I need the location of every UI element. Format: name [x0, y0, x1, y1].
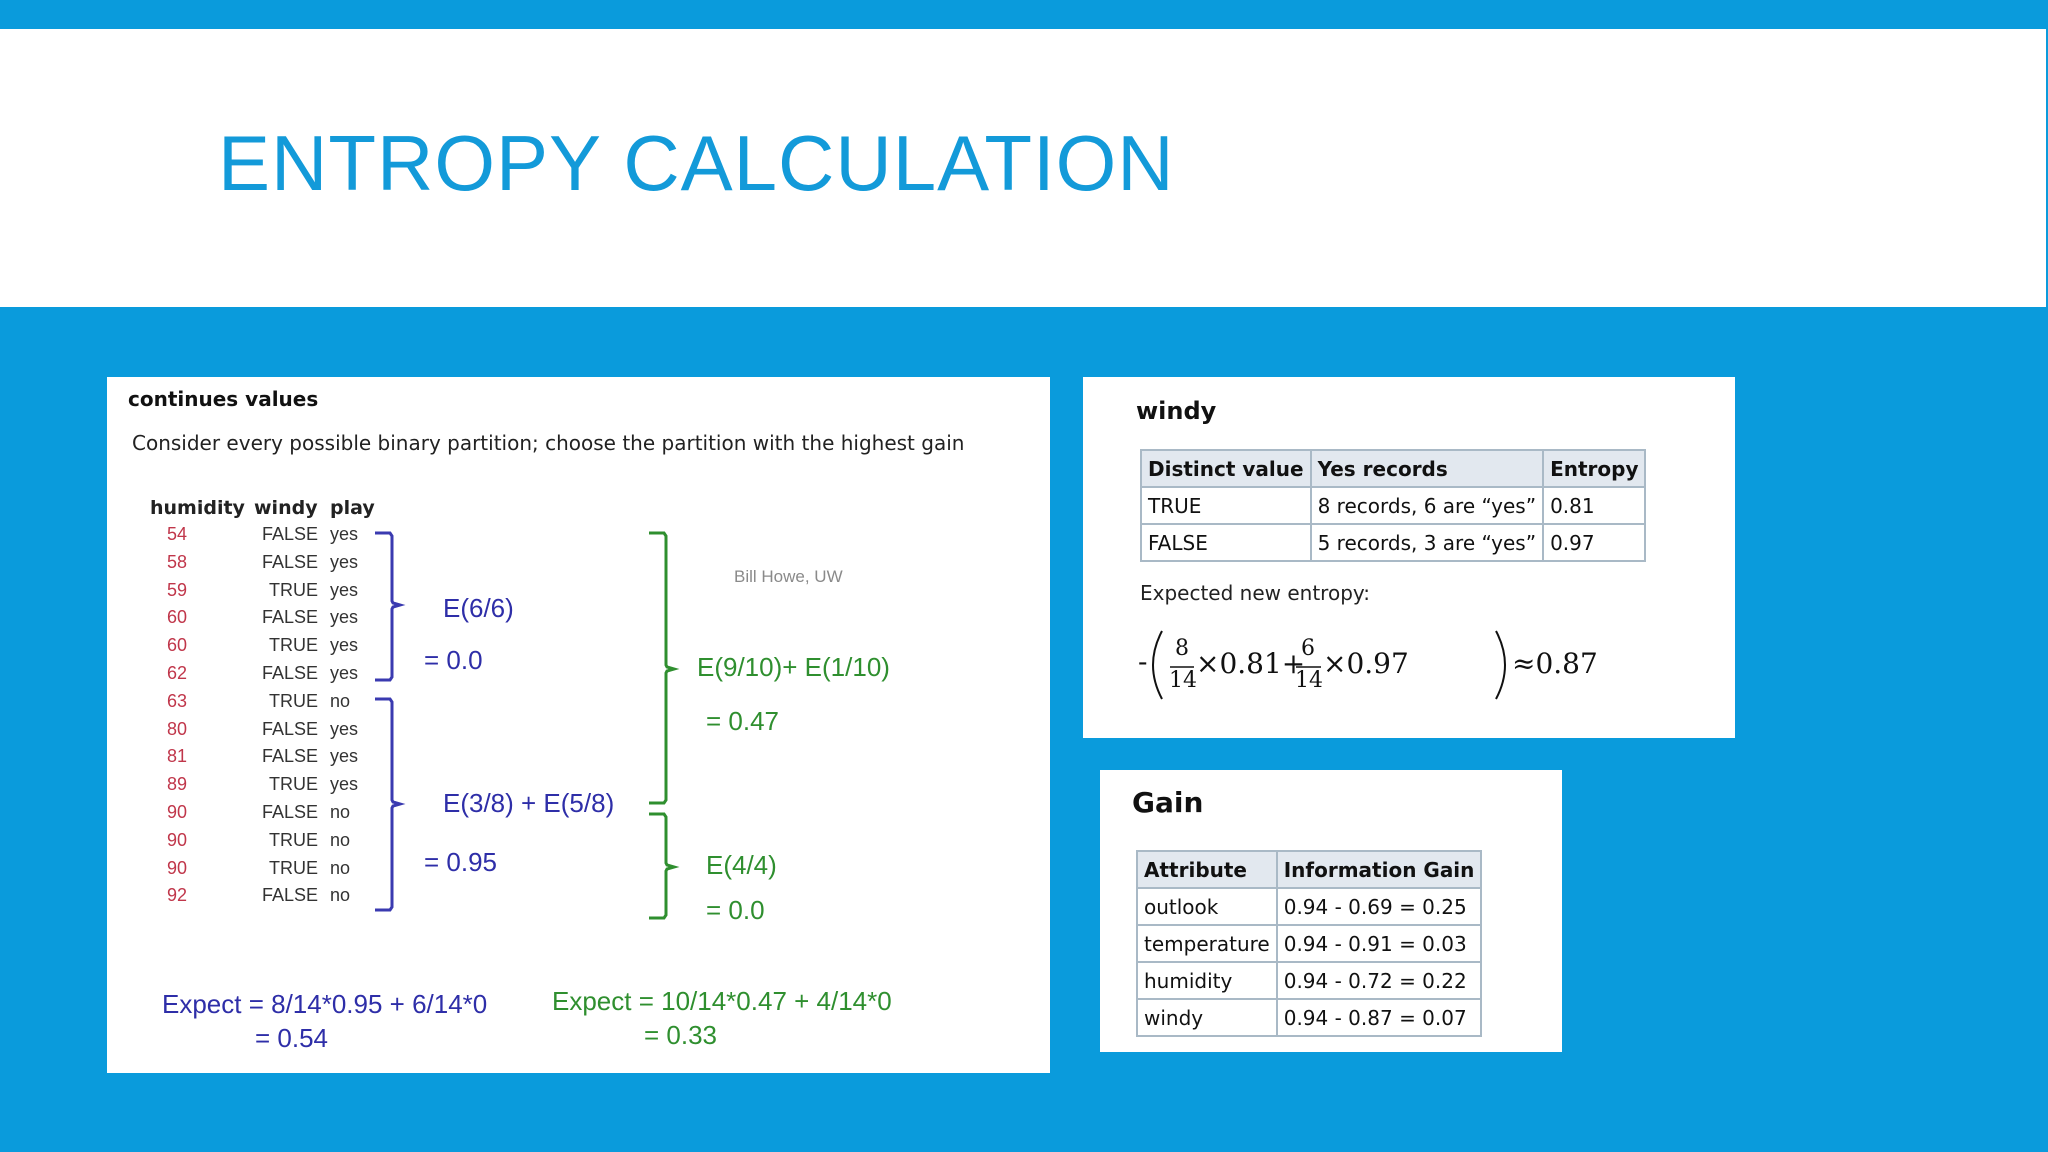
- humidity-value: 58: [166, 551, 188, 572]
- panel-description: Consider every possible binary partition; choose the partition with the highest gain: [132, 431, 965, 455]
- column-header-humidity: humidity: [150, 497, 245, 519]
- windy-value: TRUE: [269, 579, 318, 600]
- play-value: yes: [330, 524, 359, 544]
- humidity-value: 90: [166, 802, 188, 822]
- column-header: Entropy: [1543, 450, 1645, 487]
- table-row: [1137, 888, 1481, 925]
- windy-value: FALSE: [261, 802, 318, 822]
- humidity-value: 62: [166, 663, 188, 683]
- play-value: no: [330, 829, 351, 850]
- table-cell: 0.97: [1543, 524, 1645, 561]
- green-bracket-top: [649, 533, 674, 803]
- humidity-value: 92: [166, 885, 188, 906]
- partition-brackets: [107, 377, 1050, 1073]
- formula-result: ≈0.87: [1512, 647, 1598, 680]
- gain-heading: Gain: [1132, 786, 1204, 819]
- humidity-value: 90: [166, 857, 188, 878]
- humidity-value: 80: [166, 718, 188, 739]
- play-value: yes: [330, 718, 359, 739]
- blue-bracket-bottom: [375, 699, 400, 910]
- windy-value: TRUE: [269, 829, 318, 850]
- green-entropy-bottom-value: = 0.0: [706, 895, 765, 925]
- play-value: yes: [330, 551, 359, 572]
- table-cell: 0.94 - 0.69 = 0.25: [1277, 888, 1482, 925]
- entropy-first-value: = 0.0: [424, 645, 483, 675]
- expected-entropy-formula: [1138, 625, 1598, 705]
- table-cell: 0.94 - 0.87 = 0.07: [1277, 999, 1482, 1036]
- play-value: no: [330, 857, 351, 878]
- windy-table: [1140, 449, 1646, 562]
- green-entropy-top-value: = 0.47: [706, 706, 780, 736]
- entropy-first-partition: E(6/6): [443, 593, 514, 623]
- play-value: no: [330, 802, 351, 822]
- fraction-1-denominator: 14: [1169, 668, 1197, 693]
- table-cell: 0.94 - 0.72 = 0.22: [1277, 962, 1482, 999]
- humidity-value: 60: [166, 607, 188, 628]
- table-row: [1141, 524, 1645, 561]
- windy-value: FALSE: [261, 607, 318, 628]
- windy-value: FALSE: [261, 746, 318, 767]
- column-header: Distinct value: [1141, 450, 1311, 487]
- column-header: Attribute: [1137, 851, 1277, 888]
- play-value: yes: [330, 579, 359, 600]
- blue-expectation: Expect = 8/14*0.95 + 6/14*0: [162, 989, 488, 1019]
- play-value: no: [330, 690, 351, 711]
- blue-expectation-result: = 0.54: [255, 1023, 329, 1053]
- windy-value: TRUE: [269, 857, 318, 878]
- green-bracket-bottom: [649, 814, 674, 918]
- table-cell: windy: [1137, 999, 1277, 1036]
- credit-label: Bill Howe, UW: [734, 567, 843, 586]
- table-cell: 0.94 - 0.91 = 0.03: [1277, 925, 1482, 962]
- table-cell: FALSE: [1141, 524, 1311, 561]
- table-row: [1141, 487, 1645, 524]
- play-value: no: [330, 885, 351, 906]
- green-expectation-result: = 0.33: [644, 1020, 718, 1050]
- humidity-value: 59: [166, 579, 188, 600]
- table-row: [1137, 962, 1481, 999]
- table-cell: temperature: [1137, 925, 1277, 962]
- table-row: [1137, 925, 1481, 962]
- play-value: yes: [330, 663, 359, 683]
- windy-value: FALSE: [261, 718, 318, 739]
- column-header-windy: windy: [254, 497, 318, 519]
- humidity-value: 60: [166, 635, 188, 656]
- play-value: yes: [330, 774, 359, 795]
- table-cell: 8 records, 6 are “yes”: [1311, 487, 1543, 524]
- humidity-value: 81: [166, 746, 188, 767]
- table-header-row: [1137, 851, 1481, 888]
- green-entropy-bottom: E(4/4): [706, 850, 777, 880]
- formula-term-2: ×0.97: [1323, 647, 1409, 680]
- humidity-value: 89: [166, 774, 188, 795]
- table-cell: TRUE: [1141, 487, 1311, 524]
- windy-panel: [1083, 377, 1735, 738]
- column-header-play: play: [330, 497, 375, 519]
- panel-heading: continues values: [128, 387, 319, 411]
- play-value: yes: [330, 607, 359, 628]
- entropy-second-partition: E(3/8) + E(5/8): [443, 788, 615, 818]
- table-cell: 5 records, 3 are “yes”: [1311, 524, 1543, 561]
- windy-value: TRUE: [269, 774, 318, 795]
- top-accent-bar: [0, 0, 2048, 29]
- gain-table: [1136, 850, 1482, 1037]
- windy-value: TRUE: [269, 635, 318, 656]
- green-entropy-top: E(9/10)+ E(1/10): [697, 652, 890, 682]
- column-header: Yes records: [1311, 450, 1543, 487]
- table-cell: outlook: [1137, 888, 1277, 925]
- formula-prefix: -: [1138, 645, 1148, 678]
- gain-panel: [1100, 770, 1562, 1052]
- play-value: yes: [330, 746, 359, 767]
- humidity-value: 90: [166, 829, 188, 850]
- fraction-1-numerator: 8: [1175, 636, 1189, 661]
- entropy-second-value: = 0.95: [424, 847, 498, 877]
- slide-title: ENTROPY CALCULATION: [218, 119, 1175, 207]
- formula-term-1: ×0.81+: [1196, 647, 1306, 680]
- play-value: yes: [330, 635, 359, 656]
- windy-value: FALSE: [261, 524, 318, 544]
- humidity-value: 63: [166, 690, 188, 711]
- blue-bracket-top: [375, 533, 400, 680]
- fraction-2-denominator: 14: [1295, 668, 1323, 693]
- humidity-value: 54: [166, 524, 188, 544]
- table-row: [1137, 999, 1481, 1036]
- windy-value: FALSE: [261, 551, 318, 572]
- fraction-2-numerator: 6: [1301, 636, 1315, 661]
- table-header-row: [1141, 450, 1645, 487]
- continuous-values-panel: [107, 377, 1050, 1073]
- table-cell: 0.81: [1543, 487, 1645, 524]
- windy-heading: windy: [1136, 397, 1217, 425]
- windy-value: FALSE: [261, 885, 318, 906]
- green-expectation: Expect = 10/14*0.47 + 4/14*0: [552, 986, 892, 1016]
- column-header: Information Gain: [1277, 851, 1482, 888]
- expected-entropy-label: Expected new entropy:: [1140, 581, 1371, 605]
- windy-value: TRUE: [269, 690, 318, 711]
- windy-value: FALSE: [261, 663, 318, 683]
- table-cell: humidity: [1137, 962, 1277, 999]
